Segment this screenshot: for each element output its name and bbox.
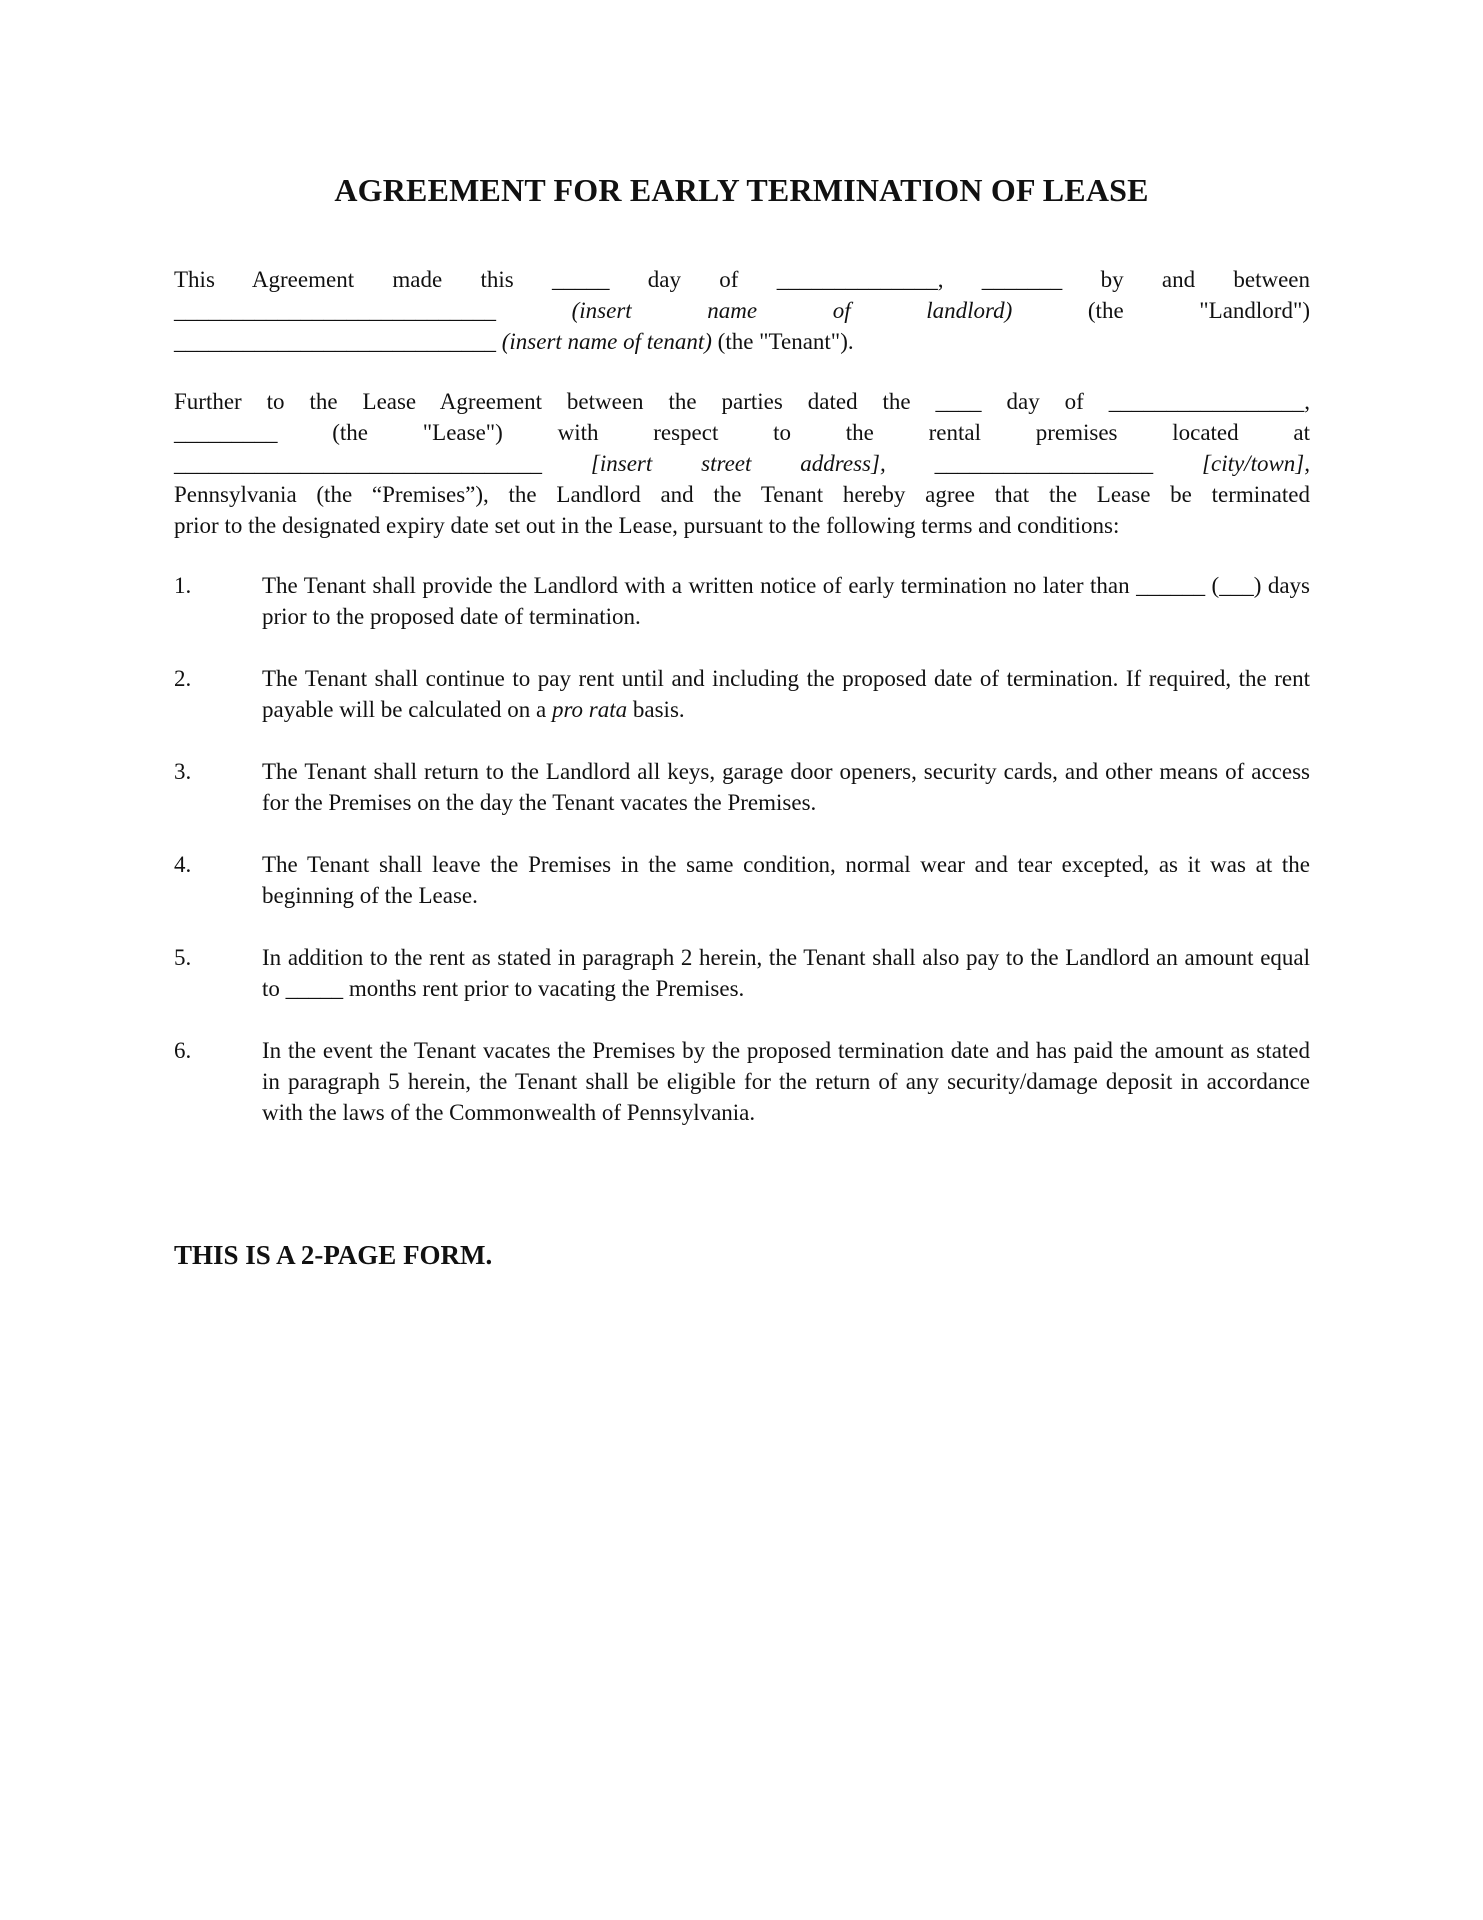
street-address-blank: ________________________________	[174, 451, 542, 476]
further-paragraph	[174, 386, 1310, 541]
item-text-italic: pro rata	[551, 697, 628, 722]
tenant-defined-term: (the "Tenant").	[717, 329, 854, 354]
item-text: In addition to the rent as stated in paragraph 2 herein, the Tenant shall also pay to the Landlord an amount equal to _____ months rent prior to vacating the Premises.	[262, 945, 1310, 1001]
item-text: The Tenant shall return to the Landlord all keys, garage door openers, security cards, and other means of access for the Premises on the day the Tenant vacates the Premises.	[262, 759, 1310, 815]
item-text: The Tenant shall leave the Premises in the same condition, normal wear and tear excepted, as it was at the beginning of the Lease.	[262, 852, 1310, 908]
item-text	[262, 663, 1310, 725]
list-item	[174, 756, 1310, 818]
item-number: 1.	[174, 573, 192, 598]
further-line-2: _________ (the "Lease") with respect to the rental premises located at	[174, 420, 1310, 445]
list-item	[174, 663, 1310, 725]
item-text: In the event the Tenant vacates the Premises by the proposed termination date and has paid the amount as stated in paragraph 5 herein, the Tenant shall be eligible for the return of any security/damage deposit in accordance with the laws of the Commonwealth of Pennsylvania.	[262, 1038, 1310, 1125]
page-count-note: THIS IS A 2-PAGE FORM.	[174, 1240, 493, 1270]
item-number: 2.	[174, 666, 192, 691]
landlord-defined-term: (the "Landlord")	[1087, 298, 1311, 323]
tenant-hint: (insert name of tenant)	[501, 329, 712, 354]
list-item	[174, 849, 1310, 911]
street-address-hint: [insert street address],	[590, 451, 886, 476]
intro-line-3	[174, 326, 1310, 357]
item-text-part: basis.	[627, 697, 685, 722]
city-hint: [city/town],	[1202, 451, 1311, 476]
city-blank: ___________________	[934, 451, 1154, 476]
further-line-5: prior to the designated expiry date set out in the Lease, pursuant to the following terms and conditions:	[174, 513, 1120, 538]
list-item	[174, 942, 1310, 1004]
landlord-name-blank: ____________________________	[174, 298, 496, 323]
item-number: 4.	[174, 852, 192, 877]
further-line-3	[174, 448, 1310, 479]
intro-paragraph	[174, 264, 1310, 357]
document-title: AGREEMENT FOR EARLY TERMINATION OF LEASE	[334, 172, 1149, 208]
tenant-name-blank: ____________________________	[174, 329, 496, 354]
item-number: 5.	[174, 945, 192, 970]
further-line-4: Pennsylvania (the “Premises”), the Landlord and the Tenant hereby agree that the Lease be terminated	[174, 482, 1310, 507]
item-text: The Tenant shall provide the Landlord with a written notice of early termination no later than ______ (___) days prior to the proposed date of termination.	[262, 573, 1310, 629]
further-line-1: Further to the Lease Agreement between the parties dated the ____ day of _________________,	[174, 389, 1310, 414]
item-number: 6.	[174, 1038, 192, 1063]
intro-line-1: This Agreement made this _____ day of ______________, _______ by and between	[174, 267, 1310, 292]
terms-list	[174, 570, 1310, 1159]
intro-line-2	[174, 295, 1310, 326]
list-item	[174, 1035, 1310, 1128]
item-text-part: The Tenant shall continue to pay rent until and including the proposed date of termination. If required, the rent payable will be calculated on a	[262, 666, 1310, 722]
list-item	[174, 570, 1310, 632]
item-number: 3.	[174, 759, 192, 784]
landlord-hint: (insert name of landlord)	[571, 298, 1013, 323]
